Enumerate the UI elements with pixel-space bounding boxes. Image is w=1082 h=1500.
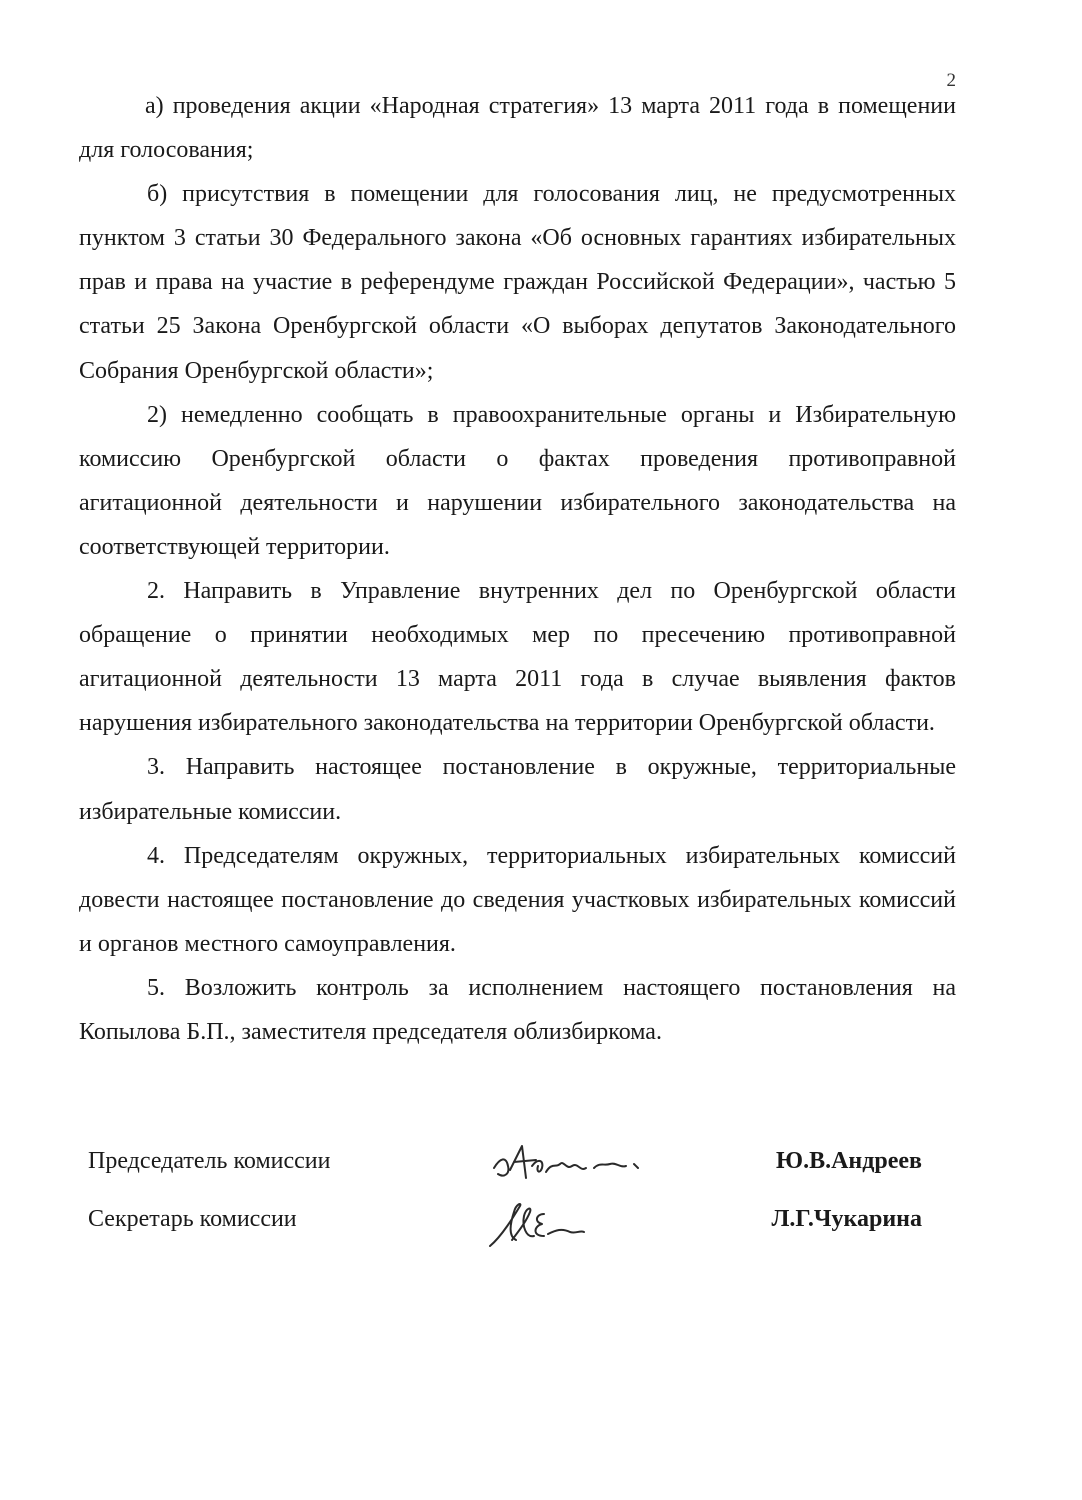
handwritten-signature-icon [486,1196,656,1252]
signature-row-chairman [88,1138,922,1194]
handwritten-signature-icon [486,1138,656,1194]
signatory-role: Председатель комиссии [88,1148,331,1174]
paragraph-2: б) присутствия в помещении для голосования лиц, не предусмотренных пунктом 3 статьи 30 Федерального закона «Об основных гарантиях избирательных прав и права на участие в референдуме граждан Российской Федерации», частью 5 статьи 25 Закона Оренбургской области «О выборах депутатов Законодательного Собрания Оренбургской области»; [79,181,956,384]
document-body [79,84,956,1054]
page-number: 2 [946,70,956,91]
paragraph-7: 5. Возложить контроль за исполнением настоящего постановления на Копылова Б.П., заместителя председателя облизбиркома. [79,974,956,1045]
paragraph-1: а) проведения акции «Народная стратегия» 13 марта 2011 года в помещении для голосования; [79,93,956,164]
signatory-name: Ю.В.Андреев [776,1148,922,1174]
signatory-name: Л.Г.Чукарина [771,1206,922,1232]
paragraph-6: 4. Председателям окружных, территориальных избирательных комиссий довести настоящее постановление до сведения участковых избирательных комиссий и органов местного самоуправления. [79,842,956,957]
paragraph-5: 3. Направить настоящее постановление в окружные, территориальные избирательные комиссии. [79,754,956,825]
paragraph-3: 2) немедленно сообщать в правоохранительные органы и Избирательную комиссию Оренбургской области о фактах проведения противоправной агитационной деятельности и нарушении избирательного законодательства на соответствующей территории. [79,401,956,560]
signature-row-secretary [88,1196,922,1252]
paragraph-4: 2. Направить в Управление внутренних дел по Оренбургской области обращение о принятии необходимых мер по пресечению противоправной агитационной деятельности 13 марта 2011 года в случае выявления фактов нарушения избирательного законодательства на территории Оренбургской области. [79,578,956,737]
signatory-role: Секретарь комиссии [88,1206,297,1232]
